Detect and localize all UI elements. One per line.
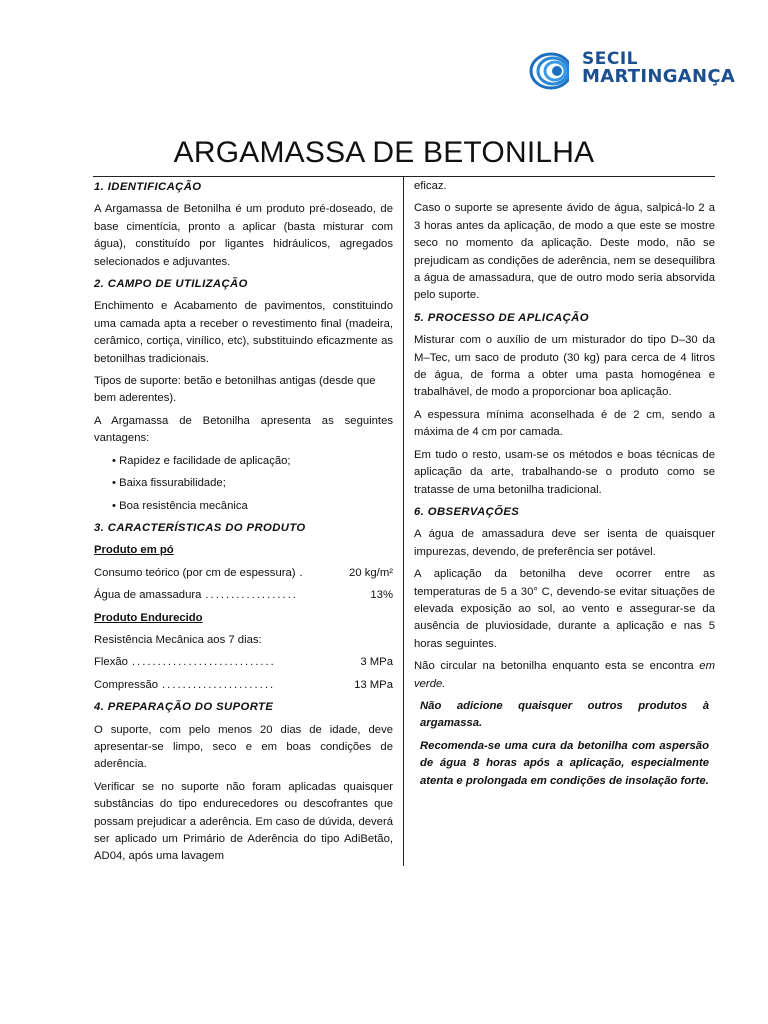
section-observacoes-text-2: A aplicação da betonilha deve ocorrer entre as temperaturas de 5 a 30° C, devendo-se evitar situações de elevada exposição ao sol, ao vento e assegurar-se da ausência de pluviosidade, durante a aplicação e nas 5 horas seguintes. (414, 568, 715, 650)
left-column (94, 178, 393, 871)
section-campo-suportes: Tipos de suporte: betão e betonilhas antigas (desde que bem aderentes). (94, 375, 376, 405)
logo-line1: SECIL (582, 49, 638, 69)
em-verde-text: em verde. (414, 660, 715, 690)
list-item: • Rapidez e facilidade de aplicação; (112, 454, 291, 467)
section-identificacao-heading: 1. IDENTIFICAÇÃO (94, 181, 202, 193)
suporte-avido-text: Caso o suporte se apresente ávido de água, salpicá-lo 2 a 3 horas antes da aplicação, de modo a que este se mostre seco no momento da aplicação. Deste modo, não se prejudicam as condições de aderência, nem se desequilibra a água de amassadura, que de outro modo seria absorvida pelo suporte. (414, 202, 715, 302)
secil-martinganca-logo (529, 47, 736, 95)
resistencia-text: Resistência Mecânica aos 7 dias: (94, 633, 262, 646)
spec-row-compressao (94, 677, 393, 694)
spec-leader: ...................... (162, 678, 276, 691)
circulacao-text: Não circular na betonilha enquanto esta se encontra (414, 660, 700, 673)
section-observacoes-heading: 6. OBSERVAÇÕES (414, 505, 520, 518)
list-item: • Baixa fissurabilidade; (112, 477, 226, 490)
section-campo-vantagens: A Argamassa de Betonilha apresenta as seguintes vantagens: (94, 414, 393, 445)
continuation-text: eficaz. (414, 180, 447, 192)
section-processo-text-3: Em tudo o resto, usam-se os métodos e boas técnicas de aplicação da arte, trabalhando-se o produto como se tratasse de uma betonilha tradicional. (414, 448, 715, 496)
spec-row-agua (94, 587, 393, 604)
spec-row-flexao (94, 654, 393, 671)
document-title: ARGAMASSA DE BETONILHA (173, 136, 595, 169)
logo-line2: MARTINGANÇA (582, 66, 736, 87)
produto-endurecido-subheading: Produto Endurecido (94, 611, 203, 624)
spec-value: 13 MPa (354, 678, 393, 691)
spec-label: Consumo teórico (por cm de espessura) (94, 566, 296, 579)
vantagens-list (112, 453, 393, 515)
section-observacoes-text-3 (414, 658, 715, 693)
spec-value: 13% (370, 589, 393, 602)
spec-label: Compressão (94, 678, 159, 691)
note-cura: Recomenda-se uma cura da betonilha com aspersão de água 8 horas após a aplicação, especialmente atenta e prolongada em condições de insolação forte. (420, 739, 709, 787)
right-column (414, 178, 715, 795)
spec-label: Água de amassadura (94, 589, 202, 602)
note-nao-adicione: Não adicione quaisquer outros produtos à argamassa. (420, 699, 709, 730)
title-divider (93, 176, 715, 177)
section-processo-text-1: Misturar com o auxílio de um misturador do tipo D–30 da M–Tec, um saco de produto (30 kg) para cerca de 4 litros de água, de forma a obter uma pasta homogénea e trabalhável, de modo a proporcionar boa aplicação. (414, 334, 715, 399)
spec-row-consumo (94, 565, 393, 582)
spec-leader: . (299, 566, 305, 579)
swirl-logo-icon (529, 51, 579, 91)
section-observacoes-text-1: A água de amassadura deve ser isenta de quaisquer impurezas, devendo, de preferência ser potável. (414, 528, 715, 558)
section-processo-heading: 5. PROCESSO DE APLICAÇÃO (414, 311, 589, 324)
section-processo-text-2: A espessura mínima aconselhada é de 2 cm, sendo a máxima de 4 cm por camada. (414, 408, 715, 439)
spec-value: 20 kg/m² (349, 566, 393, 579)
section-campo-text: Enchimento e Acabamento de pavimentos, constituindo uma camada apta a receber o revestimento final (madeira, cerâmico, cortiça, vinílico, etc), substituindo eficazmente as betonilhas tradicionais. (94, 300, 393, 365)
spec-leader: ............................ (131, 656, 276, 669)
section-preparacao-text-2: Verificar se no suporte não foram aplicadas quaisquer substâncias do tipo endurecedores ou descofrantes que possam prejudicar a aderência. Em caso de dúvida, deverá ser aplicado um Primário de Aderência do tipo AdiBetão, AD04, após uma lavagem (94, 780, 393, 863)
section-preparacao-heading: 4. PREPARAÇÃO DO SUPORTE (94, 701, 274, 714)
section-campo-heading: 2. CAMPO DE UTILIZAÇÃO (94, 278, 248, 291)
section-identificacao-text: A Argamassa de Betonilha é um produto pré-doseado, de base cimentícia, pronto a aplicar (basta misturar com água), constituído por ligantes hidráulicos, agregados selecionados e adjuvantes. (94, 203, 393, 268)
spec-label: Flexão (94, 656, 128, 669)
list-item: • Boa resistência mecânica (112, 499, 248, 512)
column-divider (403, 176, 404, 866)
spec-value: 3 MPa (360, 656, 393, 669)
section-caracteristicas-heading: 3. CARACTERÍSTICAS DO PRODUTO (94, 521, 306, 534)
spec-leader: .................. (205, 589, 298, 602)
produto-em-po-subheading: Produto em pó (94, 544, 174, 557)
section-preparacao-text-1: O suporte, com pelo menos 20 dias de idade, deve apresentar-se limpo, seco e em boas condições de aderência. (94, 723, 393, 771)
